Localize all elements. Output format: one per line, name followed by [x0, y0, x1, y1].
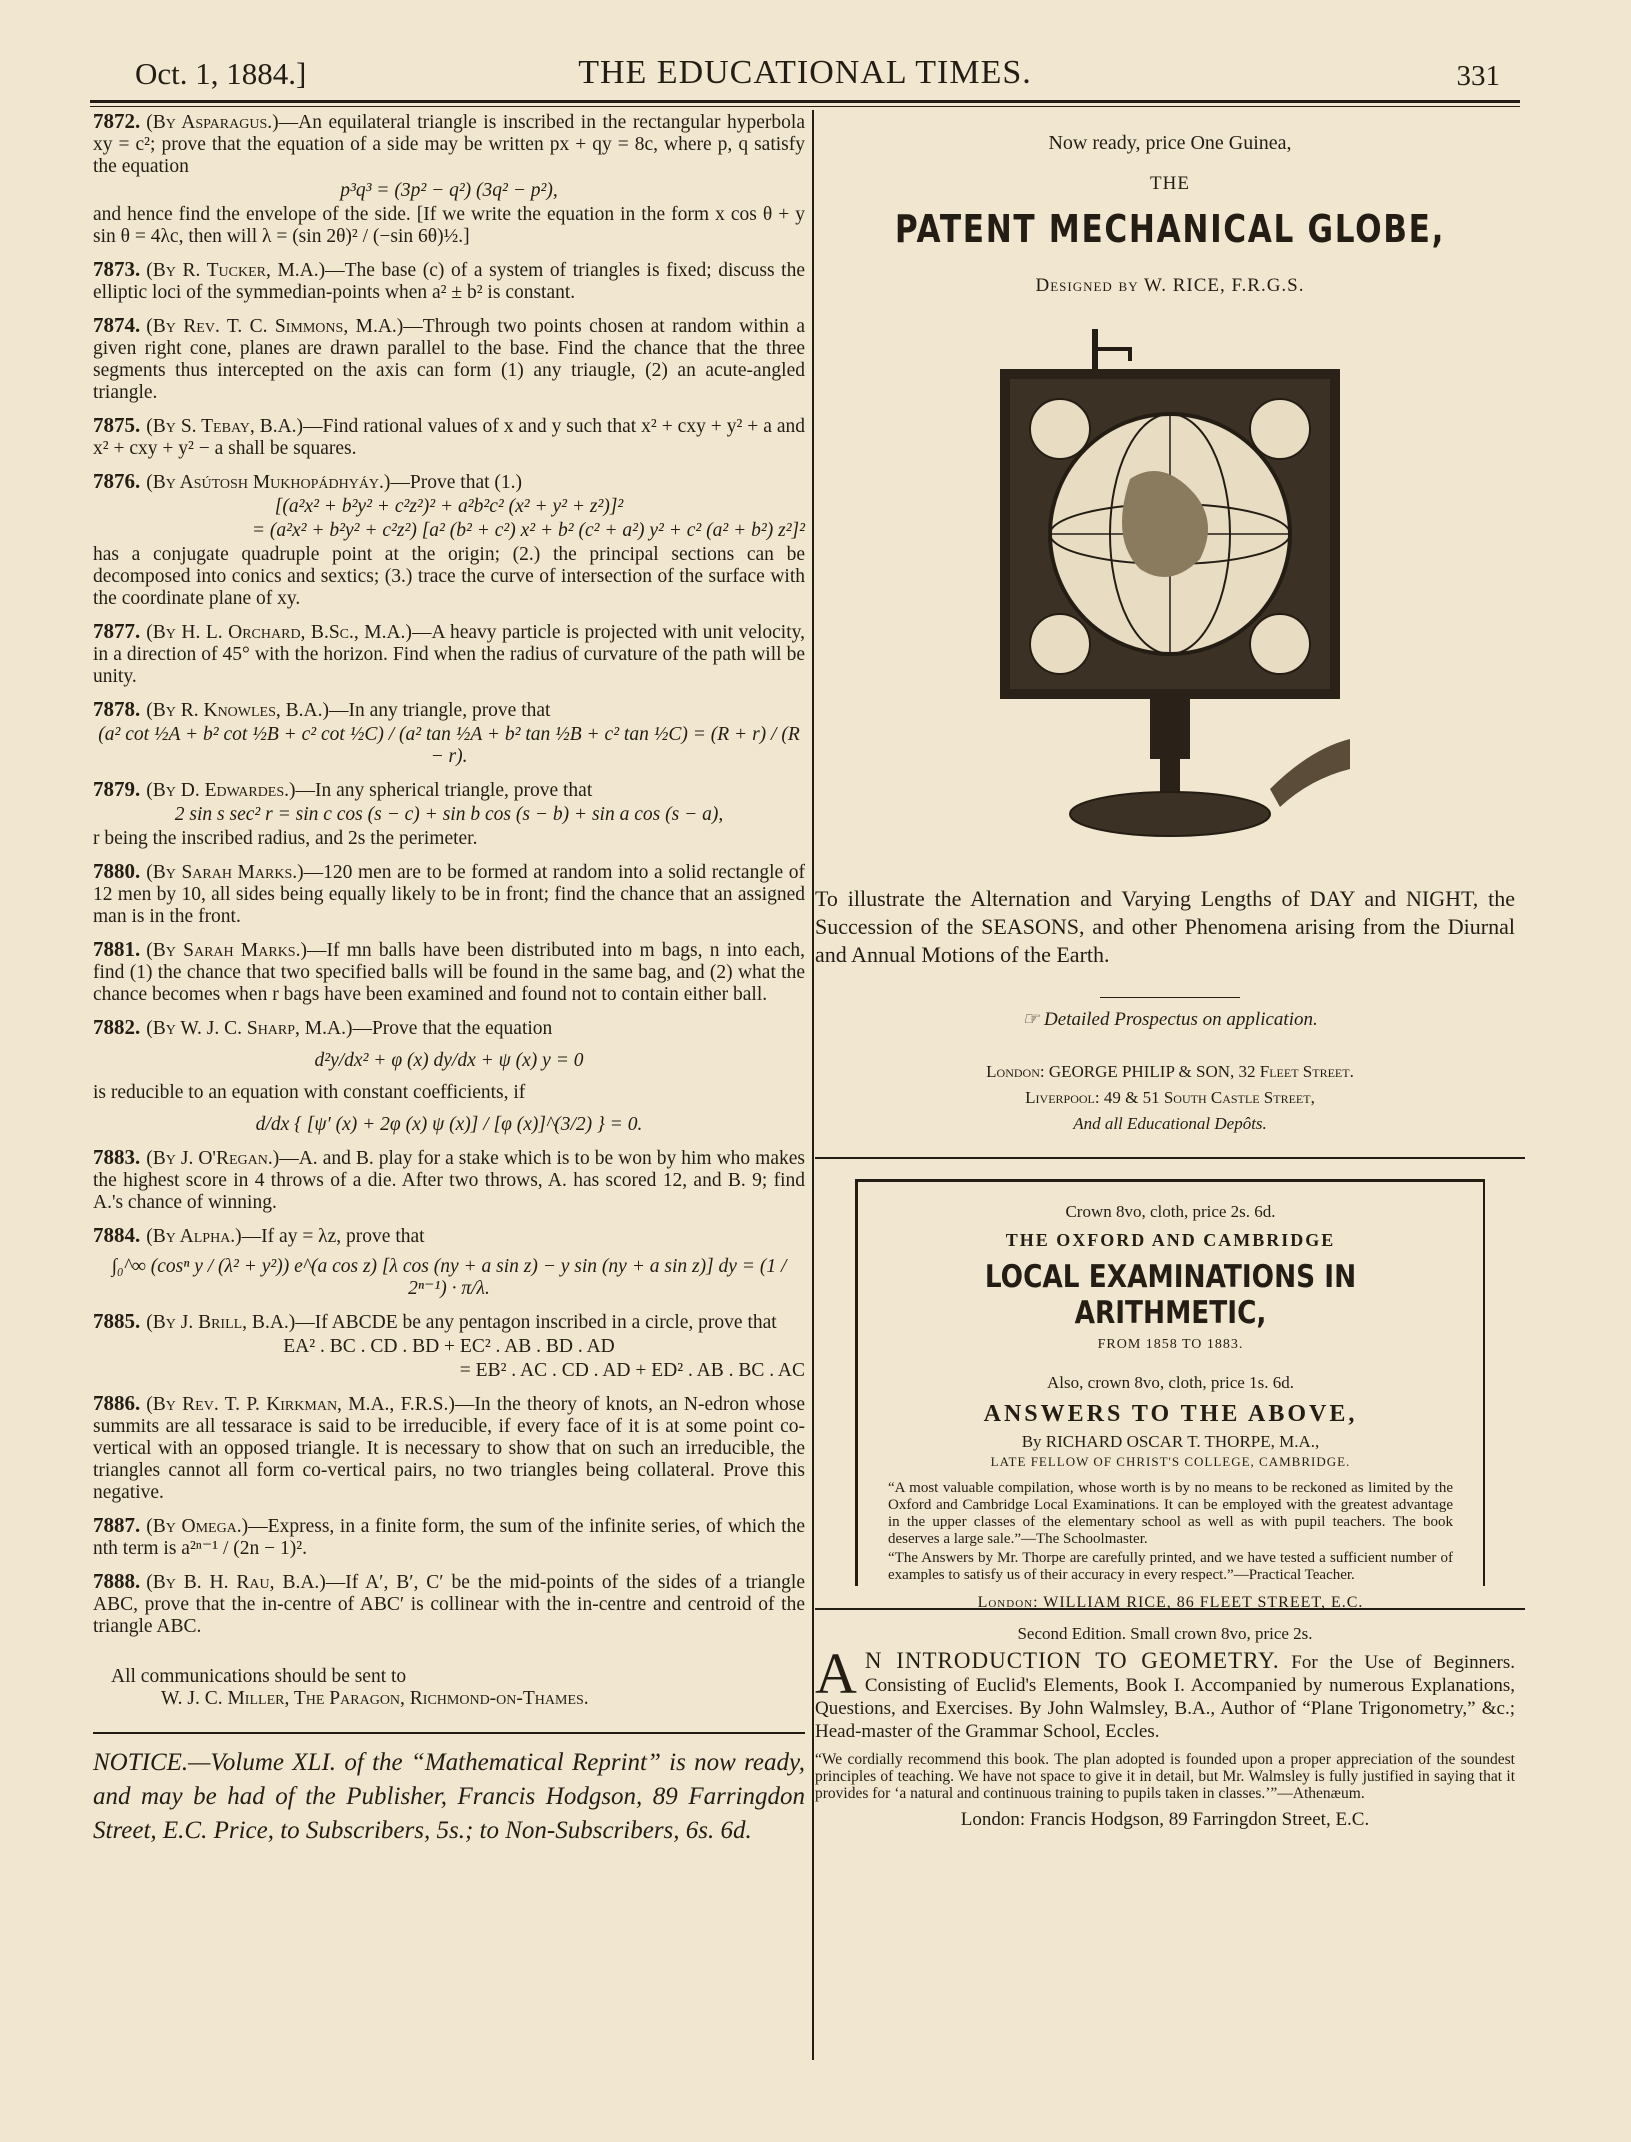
problem-author: (By S. Tebay, B.A.): [146, 416, 304, 437]
globe-address-london: London: GEORGE PHILIP & SON, 32 Fleet Street.: [986, 1062, 1354, 1081]
problem-7884: [93, 1224, 805, 1300]
problem-number: 7876.: [93, 469, 141, 493]
problem-number: 7872.: [93, 109, 141, 133]
problem-author: (By H. L. Orchard, B.Sc., M.A.): [146, 622, 412, 643]
problem-text-continued: and hence find the envelope of the side. [If we write the equation in the form x cos θ + y sin θ = 4λc, then will λ = (sin 2θ)² / (−sin 6θ)½.]: [93, 204, 805, 247]
problem-number: 7875.: [93, 413, 141, 437]
problem-text: —Prove that the equation: [352, 1018, 553, 1039]
problem-equation: EA² . BC . CD . BD + EC² . AB . BD . AD: [283, 1336, 615, 1357]
issue-date: Oct. 1, 1884.]: [135, 56, 307, 91]
problem-text: —In any triangle, prove that: [328, 700, 551, 721]
problem-equation-2: d/dx { [ψ′ (x) + 2φ (x) ψ (x)] / [φ (x)]^(3/2) } = 0.: [255, 1114, 643, 1135]
communications-line: All communications should be sent to: [111, 1666, 407, 1687]
ad-separator: [815, 1157, 1525, 1159]
globe-address-liverpool: Liverpool: 49 & 51 South Castle Street,: [1025, 1088, 1315, 1107]
problem-number: 7883.: [93, 1145, 141, 1169]
problem-7881: [93, 938, 805, 1006]
problem-author: (By D. Edwardes.): [146, 780, 296, 801]
problem-text: —In any spherical triangle, prove that: [295, 780, 593, 801]
geometry-publisher: London: Francis Hodgson, 89 Farringdon Street, E.C.: [960, 1809, 1370, 1830]
problem-author: (By R. Knowles, B.A.): [146, 700, 329, 721]
oxford-review-teacher: “The Answers by Mr. Thorpe are carefully printed, and we have tested a sufficient number of examples to satisfy us of their accuracy in every respect.”—Practical Teacher.: [888, 1550, 1453, 1583]
problem-author: (By Omega.): [146, 1516, 249, 1537]
oxford-title: LOCAL EXAMINATIONS IN ARITHMETIC,: [984, 1259, 1357, 1331]
problem-number: 7886.: [93, 1391, 141, 1415]
globe-description: To illustrate the Alternation and Varying Lengths of DAY and NIGHT, the Succession of the SEASONS, and other Phenomena arising from the Diurnal and Annual Motions of the Earth.: [815, 886, 1515, 967]
page-number: 331: [1456, 60, 1500, 92]
problem-text: —An equilateral triangle is inscribed in the rectangular hyperbola xy = c²; prove that the equation of a side may be written px + qy = 8c, where p, q satisfy the equation: [93, 112, 805, 177]
problem-text: —If ay = λz, prove that: [241, 1226, 425, 1247]
problem-author: (By Sarah Marks.): [146, 940, 307, 961]
oxford-subtitle: THE OXFORD AND CAMBRIDGE: [1005, 1230, 1336, 1250]
problem-7885: [93, 1310, 805, 1382]
geometry-title: N INTRODUCTION TO GEOMETRY.: [864, 1648, 1280, 1673]
problem-number: 7880.: [93, 859, 141, 883]
oxford-years: FROM 1858 TO 1883.: [1097, 1337, 1244, 1352]
problem-number: 7888.: [93, 1569, 141, 1593]
oxford-answers-title: ANSWERS TO THE ABOVE,: [983, 1401, 1358, 1427]
problem-text: —The base (c) of a system of triangles is fixed; discuss the elliptic loci of the symmedian-points when a² ± b² is constant.: [93, 260, 805, 303]
globe-address-depots: And all Educational Depôts.: [1073, 1114, 1267, 1133]
oxford-cambridge-advertisement: [855, 1179, 1485, 1611]
geometry-description: For the Use of Beginners. Consisting of Euclid's Elements, Book I. Accompanied by numerous Explanations, Questions, and Exercises. By John Walmsley, B.A., Author of “Plane Trigonometry,” &c.; Head-master of the Grammar School, Eccles.: [815, 1652, 1516, 1742]
geometry-drop-cap: A: [815, 1641, 857, 1706]
problem-equation: 2 sin s sec² r = sin c cos (s − c) + sin b cos (s − b) + sin a cos (s − a),: [174, 804, 724, 825]
header-rule: [90, 100, 1520, 103]
advertisements-column: [815, 110, 1525, 1831]
problem-text: —A heavy particle is projected with unit velocity, in a direction of 45° with the horizon. Find when the radius of curvature of the path will be unity.: [93, 622, 805, 687]
problem-author: (By Alpha.): [146, 1226, 242, 1247]
problem-text: —Find rational values of x and y such that x² + cxy + y² + a and x² + cxy + y² − a shall be squares.: [93, 416, 806, 459]
problems-column: [93, 110, 805, 1848]
problem-author: (By W. J. C. Sharp, M.A.): [146, 1018, 353, 1039]
problem-number: 7874.: [93, 313, 141, 337]
problem-number: 7878.: [93, 697, 141, 721]
problem-text: —If mn balls have been distributed into m bags, n into each, find (1) the chance that two specified balls will be found in the same bag, and (2) what the chance becomes when r bags have been examined and found not to contain either ball.: [93, 940, 805, 1005]
problem-equation: [(a²x² + b²y² + c²z²)² + a²b²c² (x² + y² + z²)]²: [274, 496, 624, 517]
problem-7886: [93, 1392, 805, 1504]
problem-text: —Express, in a finite form, the sum of the infinite series, of which the nth term is a²ⁿ⁻¹ / (2n − 1)².: [93, 1516, 805, 1559]
problem-number: 7877.: [93, 619, 141, 643]
geometry-edition: Second Edition. Small crown 8vo, price 2s.: [1017, 1624, 1313, 1643]
problem-equation: ∫₀^∞ (cosⁿ y / (λ² + y²)) e^(a cos z) [λ cos (ny + a sin z) − y sin (ny + a sin z)] dy = (1 / 2ⁿ⁻¹) · π/λ.: [111, 1256, 787, 1299]
problem-number: 7882.: [93, 1015, 141, 1039]
globe-addresses: [815, 1059, 1525, 1137]
problem-text-continued: has a conjugate quadruple point at the origin; (2.) the principal sections can be decomposed into conics and sextics; (3.) trace the curve of intersection of the surface with the coordinate plane of xy.: [93, 544, 805, 609]
problem-author: (By B. H. Rau, B.A.): [146, 1572, 326, 1593]
problem-author: (By Rev. T. C. Simmons, M.A.): [146, 316, 404, 337]
globe-article: THE: [1150, 173, 1190, 194]
problem-number: 7879.: [93, 777, 141, 801]
problem-equation-2: = EB² . AC . CD . AD + ED² . AB . BC . AC: [459, 1360, 805, 1381]
oxford-also: Also, crown 8vo, cloth, price 1s. 6d.: [1047, 1373, 1294, 1392]
mechanical-globe-illustration: [980, 329, 1360, 849]
problem-equation: p³q³ = (3p² − q²) (3q² − p²),: [340, 180, 558, 201]
problem-author: (By R. Tucker, M.A.): [146, 260, 326, 281]
globe-title: PATENT MECHANICAL GLOBE,: [894, 207, 1446, 251]
geometry-review: “We cordially recommend this book. The plan adopted is founded upon a proper appreciation of the soundest principles of teaching. We have not space to give it in detail, but Mr. Walmsley is fully justified in saying that it provides for ‘a natural and continuous training to pupils taken in classes.’”—Athenæum.: [815, 1751, 1515, 1802]
communications-note: [111, 1666, 805, 1710]
oxford-review-schoolmaster: “A most valuable compilation, whose worth is by no means to be reckoned as limited by the Oxford and Cambridge Local Examinations. It can be employed with the greatest advantage in the upper classes of the elementary school as well as with pupil teachers. The book deserves a large sale.”—The Schoolmaster.: [888, 1480, 1453, 1547]
problem-7873: [93, 258, 805, 304]
problem-text: —A. and B. play for a stake which is to be won by him who makes the highest score in 4 throws of a die. After two throws, A. has scored 12, and B. 9; find A.'s chance of winning.: [93, 1148, 806, 1213]
problem-text-continued: r being the inscribed radius, and 2s the perimeter.: [93, 828, 478, 849]
problem-number: 7873.: [93, 257, 141, 281]
problem-equation: d²y/dx² + φ (x) dy/dx + ψ (x) y = 0: [314, 1050, 584, 1071]
oxford-author-fellow: LATE FELLOW OF CHRIST'S COLLEGE, CAMBRIDGE.: [990, 1454, 1351, 1469]
problem-7880: [93, 860, 805, 928]
problem-7883: [93, 1146, 805, 1214]
journal-title: THE EDUCATIONAL TIMES.: [578, 54, 1032, 91]
problem-text: —120 men are to be formed at random into a solid rectangle of 12 men by 10, all sides being equally likely to be in front; find the chance that an assigned man is in the front.: [93, 862, 805, 927]
problem-7879: [93, 778, 805, 850]
problem-7882: [93, 1016, 805, 1136]
problem-7878: [93, 698, 805, 768]
problem-text: —Prove that (1.): [390, 472, 523, 493]
problem-text: —If ABCDE be any pentagon inscribed in a circle, prove that: [295, 1312, 777, 1333]
problem-number: 7885.: [93, 1309, 141, 1333]
oxford-publisher: London: WILLIAM RICE, 86 FLEET STREET, E.C.: [977, 1594, 1364, 1611]
reprint-notice: NOTICE.—Volume XLI. of the “Mathematical Reprint” is now ready, and may be had of the Publisher, Francis Hodgson, 89 Farringdon Street, E.C. Price, to Subscribers, 5s.; to Non-Subscribers, 6s. 6d.: [93, 1732, 805, 1848]
problem-7876: [93, 470, 805, 610]
oxford-edition: Crown 8vo, cloth, price 2s. 6d.: [1065, 1202, 1276, 1221]
communications-address: W. J. C. Miller, The Paragon, Richmond-on-Thames.: [161, 1688, 589, 1709]
problem-author: (By Asútosh Mukhopádhyáy.): [146, 472, 391, 493]
problem-7874: [93, 314, 805, 404]
globe-advertisement: [815, 132, 1525, 1137]
globe-price: Now ready, price One Guinea,: [1048, 132, 1292, 154]
problem-7888: [93, 1570, 805, 1638]
page-header: [90, 52, 1520, 100]
problem-author: (By J. Brill, B.A.): [146, 1312, 296, 1333]
header-rule-thin: [90, 106, 1520, 107]
problem-author: (By Sarah Marks.): [146, 862, 304, 883]
problem-7875: [93, 414, 805, 460]
problem-number: 7884.: [93, 1223, 141, 1247]
problem-author: (By Asparagus.): [146, 112, 279, 133]
problem-7877: [93, 620, 805, 688]
oxford-author: By RICHARD OSCAR T. THORPE, M.A.,: [1021, 1432, 1320, 1451]
column-divider: [812, 110, 814, 2060]
globe-designer: Designed by W. RICE, F.R.G.S.: [1035, 275, 1305, 296]
problem-text: —In the theory of knots, an N-edron whose summits are all tessarace is said to be irreducible, if every face of it is at some point co-vertical with an opposed triangle. It is necessary to show that on such an irreducible, the triangles cannot all form co-vertical pairs, no two triangles being collateral. Prove this negative.: [93, 1394, 805, 1503]
problem-7872: [93, 110, 805, 248]
problem-author: (By J. O'Regan.): [146, 1148, 280, 1169]
problem-equation-2: = (a²x² + b²y² + c²z²) [a² (b² + c²) x² + b² (c² + a²) y² + c² (a² + b²) z²]²: [251, 520, 805, 541]
problem-equation: (a² cot ½A + b² cot ½B + c² cot ½C) / (a² tan ½A + b² tan ½B + c² tan ½C) = (R + r) / (R − r).: [98, 724, 800, 767]
problem-number: 7881.: [93, 937, 141, 961]
problem-text-continued: is reducible to an equation with constant coefficients, if: [93, 1082, 526, 1103]
globe-prospectus: ☞ Detailed Prospectus on application.: [1022, 1009, 1318, 1030]
geometry-advertisement: [815, 1622, 1525, 1831]
problem-number: 7887.: [93, 1513, 141, 1537]
problem-text: —Through two points chosen at random within a given right cone, planes are drawn parallel to the base. Find the chance that the three segments thus intercepted on the axis can form (1) any triaugle, (2) an acute-angled triangle.: [93, 316, 806, 403]
problem-7887: [93, 1514, 805, 1560]
globe-separator: [1100, 997, 1240, 998]
problem-text: —If A′, B′, C′ be the mid-points of the sides of a triangle ABC, prove that the in-centre of ABC′ is collinear with the in-centre and centroid of the triangle ABC.: [93, 1572, 805, 1637]
problem-author: (By Rev. T. P. Kirkman, M.A., F.R.S.): [146, 1394, 455, 1415]
